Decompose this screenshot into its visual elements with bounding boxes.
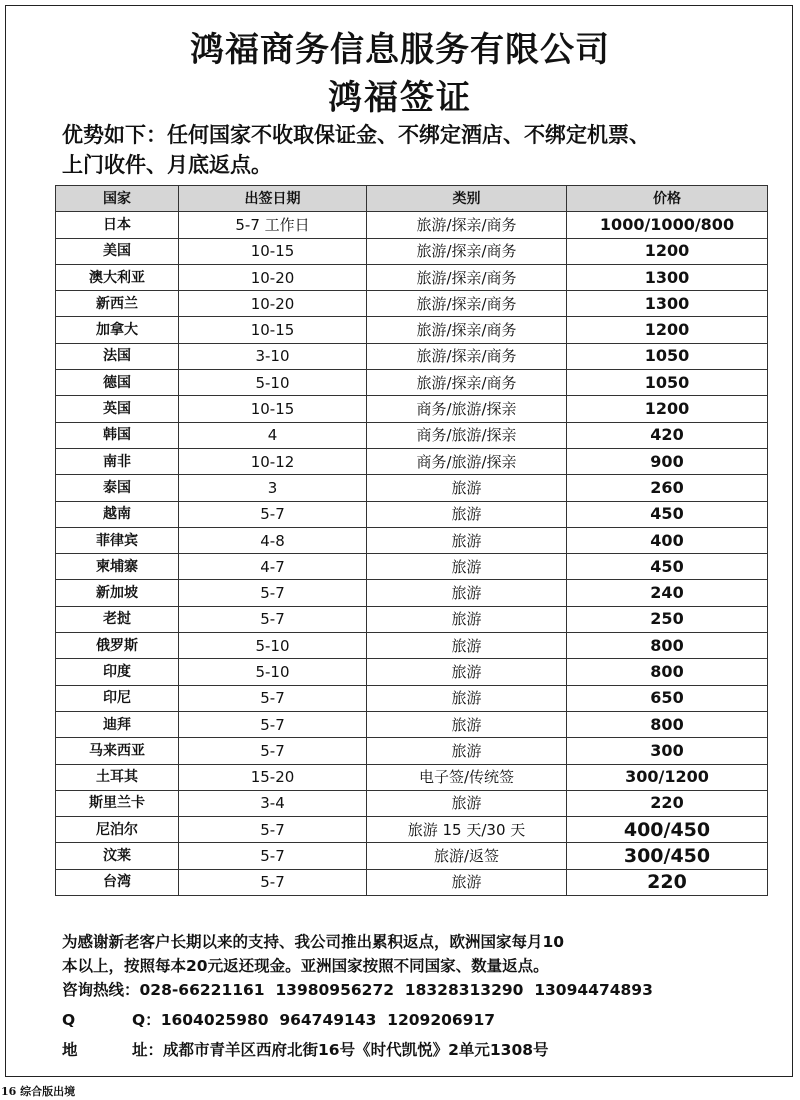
table-row — [56, 659, 768, 685]
country-cell: 美国 — [56, 238, 179, 264]
country-cell: 汶莱 — [56, 843, 179, 869]
category-cell: 旅游 — [367, 554, 567, 580]
country-cell: 越南 — [56, 501, 179, 527]
table-header-row — [56, 186, 768, 212]
category-cell: 旅游 — [367, 501, 567, 527]
category-cell: 旅游/探亲/商务 — [367, 317, 567, 343]
category-cell: 旅游/探亲/商务 — [367, 343, 567, 369]
issue-days-cell: 3-10 — [179, 343, 367, 369]
price-cell: 250 — [567, 606, 768, 632]
table-row — [56, 764, 768, 790]
issue-days-cell: 5-7 — [179, 817, 367, 843]
promo-line-2: 本以上，按照每本20元返还现金。亚洲国家按照不同国家、数量返点。 — [62, 957, 549, 975]
address-label-a: 地 — [62, 1041, 78, 1059]
table-row — [56, 606, 768, 632]
price-cell: 220 — [567, 790, 768, 816]
issue-days-cell: 5-7 工作日 — [179, 212, 367, 238]
table-row — [56, 554, 768, 580]
country-cell: 加拿大 — [56, 317, 179, 343]
price-cell: 400/450 — [567, 817, 768, 843]
country-cell: 尼泊尔 — [56, 817, 179, 843]
country-cell: 俄罗斯 — [56, 633, 179, 659]
table-row — [56, 685, 768, 711]
issue-days-cell: 5-7 — [179, 738, 367, 764]
price-cell: 1300 — [567, 264, 768, 290]
category-cell: 旅游/返签 — [367, 843, 567, 869]
table-row — [56, 212, 768, 238]
qq-numbers: 1604025980 964749143 1209206917 — [160, 1011, 496, 1029]
table-row — [56, 869, 768, 895]
table-row — [56, 317, 768, 343]
issue-days-cell: 15-20 — [179, 764, 367, 790]
table-row — [56, 843, 768, 869]
country-cell: 南非 — [56, 448, 179, 474]
price-cell: 300/1200 — [567, 764, 768, 790]
table-row — [56, 238, 768, 264]
price-cell: 1200 — [567, 396, 768, 422]
country-cell: 法国 — [56, 343, 179, 369]
category-cell: 商务/旅游/探亲 — [367, 422, 567, 448]
country-cell: 英国 — [56, 396, 179, 422]
issue-days-cell: 4-8 — [179, 527, 367, 553]
price-cell: 900 — [567, 448, 768, 474]
issue-days-cell: 5-7 — [179, 711, 367, 737]
issue-days-cell: 5-10 — [179, 370, 367, 396]
country-cell: 韩国 — [56, 422, 179, 448]
country-cell: 老挝 — [56, 606, 179, 632]
price-cell: 300 — [567, 738, 768, 764]
price-cell: 800 — [567, 659, 768, 685]
category-cell: 旅游/探亲/商务 — [367, 370, 567, 396]
address-value: 成都市青羊区西府北街16号《时代凯悦》2单元1308号 — [163, 1041, 549, 1059]
hotline-label: 咨询热线： — [62, 981, 140, 999]
issue-days-cell: 10-15 — [179, 238, 367, 264]
price-cell: 1200 — [567, 317, 768, 343]
table-row — [56, 711, 768, 737]
company-title: 鸿福商务信息服务有限公司 — [190, 30, 610, 70]
country-cell: 泰国 — [56, 475, 179, 501]
table-row — [56, 422, 768, 448]
category-cell: 旅游 — [367, 790, 567, 816]
price-cell: 1000/1000/800 — [567, 212, 768, 238]
table-row — [56, 501, 768, 527]
price-cell: 800 — [567, 633, 768, 659]
address-row — [62, 1038, 782, 1062]
price-cell: 450 — [567, 554, 768, 580]
advantages-line-2: 上门收件、月底返点。 — [62, 153, 272, 177]
table-row — [56, 790, 768, 816]
country-cell: 马来西亚 — [56, 738, 179, 764]
issue-days-cell: 5-10 — [179, 633, 367, 659]
category-cell: 旅游 — [367, 606, 567, 632]
address-label-b: 址： — [132, 1041, 164, 1059]
category-cell: 旅游 — [367, 475, 567, 501]
category-cell: 旅游 — [367, 580, 567, 606]
visa-table-body — [56, 212, 768, 896]
country-cell: 菲律宾 — [56, 527, 179, 553]
price-cell: 1050 — [567, 343, 768, 369]
table-row — [56, 396, 768, 422]
country-cell: 柬埔寨 — [56, 554, 179, 580]
table-row — [56, 475, 768, 501]
price-cell: 800 — [567, 711, 768, 737]
issue-days-cell: 5-7 — [179, 580, 367, 606]
price-cell: 650 — [567, 685, 768, 711]
country-cell: 印尼 — [56, 685, 179, 711]
price-cell: 1200 — [567, 238, 768, 264]
price-cell: 420 — [567, 422, 768, 448]
country-cell: 日本 — [56, 212, 179, 238]
category-cell: 商务/旅游/探亲 — [367, 396, 567, 422]
category-cell: 商务/旅游/探亲 — [367, 448, 567, 474]
issue-days-cell: 10-20 — [179, 291, 367, 317]
country-cell: 新西兰 — [56, 291, 179, 317]
visa-subtitle: 鸿福签证 — [328, 78, 472, 118]
issue-days-cell: 5-7 — [179, 685, 367, 711]
hotline-numbers: 028-66221161 13980956272 18328313290 13094474893 — [139, 981, 653, 999]
category-cell: 旅游/探亲/商务 — [367, 238, 567, 264]
table-row — [56, 633, 768, 659]
category-cell: 旅游/探亲/商务 — [367, 264, 567, 290]
country-cell: 迪拜 — [56, 711, 179, 737]
category-cell: 旅游 — [367, 527, 567, 553]
issue-days-cell: 10-15 — [179, 317, 367, 343]
price-cell: 1050 — [567, 370, 768, 396]
category-cell: 旅游 — [367, 869, 567, 895]
price-cell: 400 — [567, 527, 768, 553]
category-cell: 旅游 — [367, 685, 567, 711]
issue-days-cell: 4-7 — [179, 554, 367, 580]
table-row — [56, 343, 768, 369]
price-cell: 300/450 — [567, 843, 768, 869]
category-cell: 旅游 — [367, 738, 567, 764]
column-header-days: 出签日期 — [179, 186, 367, 212]
country-cell: 新加坡 — [56, 580, 179, 606]
advantages-intro — [62, 120, 782, 180]
table-row — [56, 580, 768, 606]
category-cell: 旅游/探亲/商务 — [367, 212, 567, 238]
column-header-category: 类别 — [367, 186, 567, 212]
table-row — [56, 448, 768, 474]
issue-days-cell: 10-20 — [179, 264, 367, 290]
issue-days-cell: 5-7 — [179, 501, 367, 527]
column-header-price: 价格 — [567, 186, 768, 212]
table-row — [56, 527, 768, 553]
issue-days-cell: 10-15 — [179, 396, 367, 422]
category-cell: 旅游 — [367, 633, 567, 659]
table-row — [56, 817, 768, 843]
table-row — [56, 738, 768, 764]
country-cell: 德国 — [56, 370, 179, 396]
country-cell: 澳大利亚 — [56, 264, 179, 290]
hotline-row — [62, 978, 782, 1002]
issue-days-cell: 4 — [179, 422, 367, 448]
category-cell: 旅游 15 天/30 天 — [367, 817, 567, 843]
country-cell: 印度 — [56, 659, 179, 685]
issue-days-cell: 5-7 — [179, 869, 367, 895]
issue-days-cell: 3 — [179, 475, 367, 501]
category-cell: 旅游 — [367, 659, 567, 685]
country-cell: 土耳其 — [56, 764, 179, 790]
table-row — [56, 370, 768, 396]
issue-days-cell: 3-4 — [179, 790, 367, 816]
table-row — [56, 291, 768, 317]
table-row — [56, 264, 768, 290]
category-cell: 旅游/探亲/商务 — [367, 291, 567, 317]
visa-price-table — [55, 185, 768, 896]
category-cell: 电子签/传统签 — [367, 764, 567, 790]
issue-days-cell: 10-12 — [179, 448, 367, 474]
country-cell: 斯里兰卡 — [56, 790, 179, 816]
issue-days-cell: 5-10 — [179, 659, 367, 685]
price-cell: 1300 — [567, 291, 768, 317]
footer-info — [62, 930, 782, 1062]
country-cell: 台湾 — [56, 869, 179, 895]
price-cell: 450 — [567, 501, 768, 527]
qq-row — [62, 1008, 782, 1032]
promo-line-1: 为感谢新老客户长期以来的支持、我公司推出累积返点，欧洲国家每月10 — [62, 933, 565, 951]
qq-label-b: Q： — [132, 1011, 161, 1029]
issue-days-cell: 5-7 — [179, 843, 367, 869]
page-marker: 16 综合版出境 — [1, 1085, 76, 1098]
qq-label-a: Q — [62, 1011, 76, 1029]
column-header-country: 国家 — [56, 186, 179, 212]
category-cell: 旅游 — [367, 711, 567, 737]
price-cell: 240 — [567, 580, 768, 606]
issue-days-cell: 5-7 — [179, 606, 367, 632]
price-cell: 260 — [567, 475, 768, 501]
advantages-line-1: 优势如下：任何国家不收取保证金、不绑定酒店、不绑定机票、 — [62, 123, 650, 147]
price-cell: 220 — [567, 869, 768, 895]
